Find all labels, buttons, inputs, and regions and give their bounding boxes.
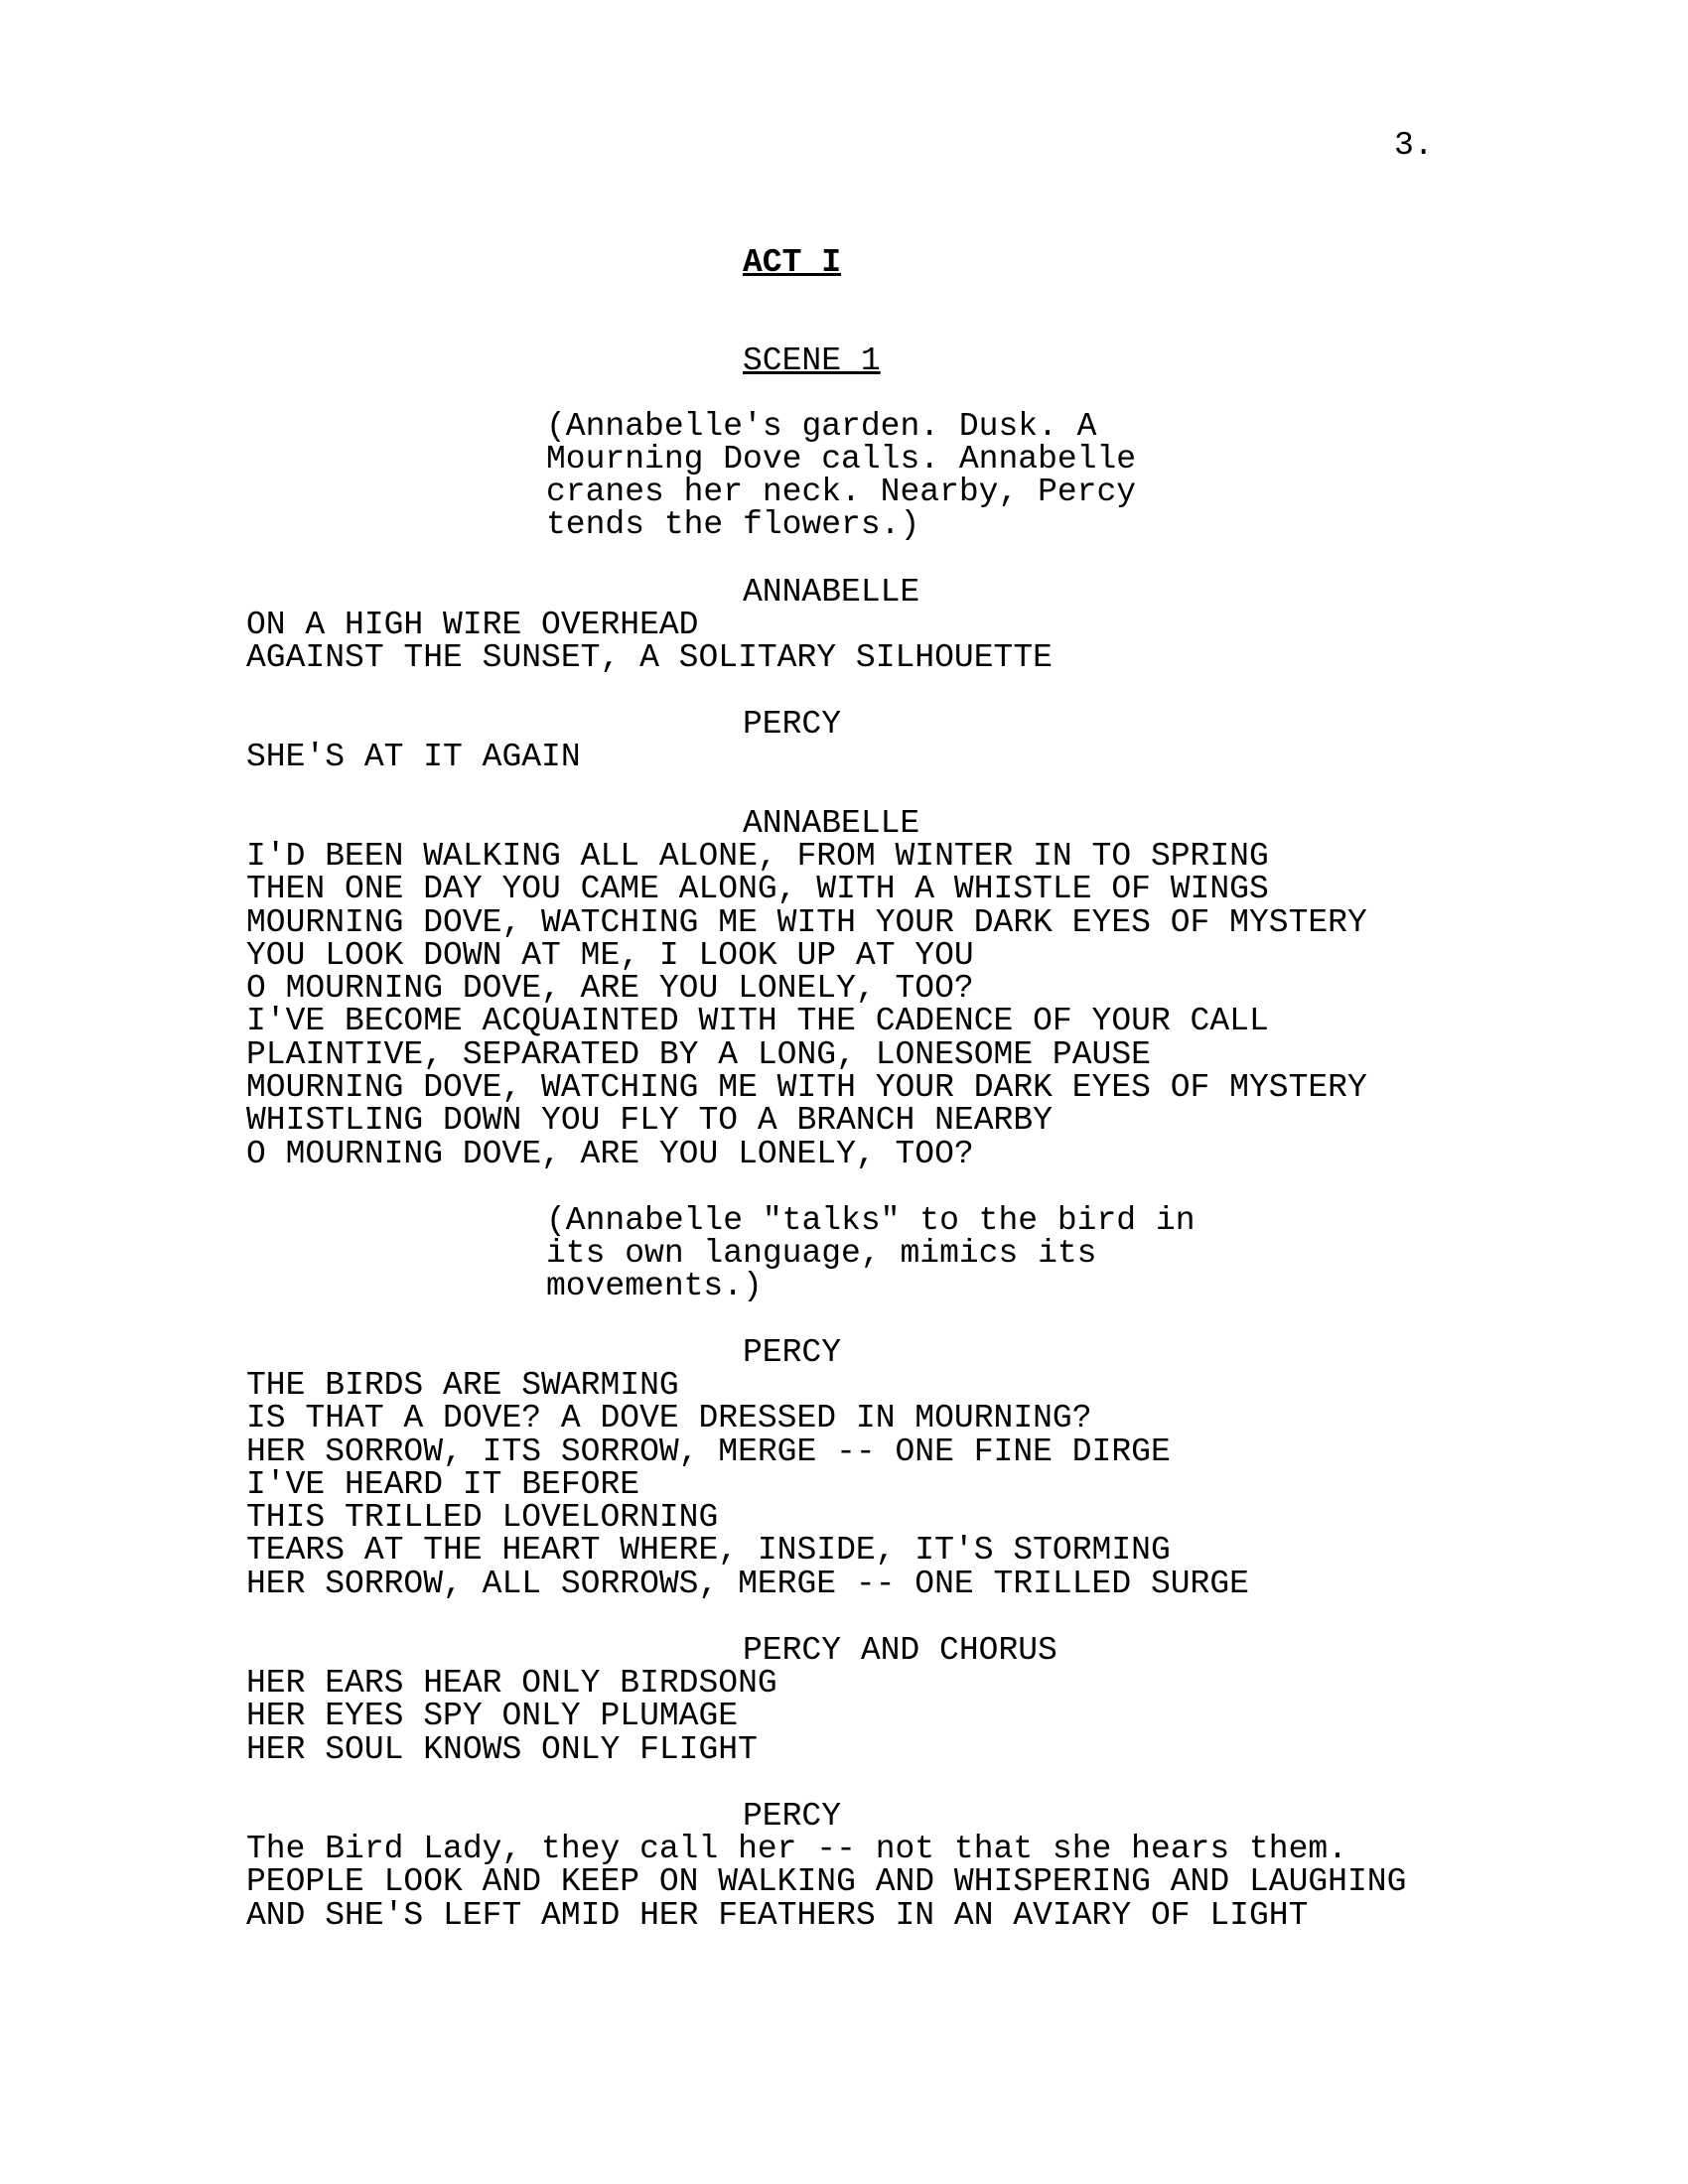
stage-direction-line: tends the flowers.) xyxy=(546,506,920,543)
dialogue-line: THEN ONE DAY YOU CAME ALONG, WITH A WHISTLE OF WINGS xyxy=(246,871,1269,908)
dialogue-block-3 xyxy=(246,840,1367,1170)
dialogue-line: HER EYES SPY ONLY PLUMAGE xyxy=(246,1698,739,1735)
dialogue-block-5 xyxy=(246,1667,777,1766)
dialogue-line: THIS TRILLED LOVELORNING xyxy=(246,1499,719,1537)
dialogue-line: WHISTLING DOWN YOU FLY TO A BRANCH NEARBY xyxy=(246,1102,1053,1140)
dialogue-line: SHE'S AT IT AGAIN xyxy=(246,739,581,775)
dialogue-line: ON A HIGH WIRE OVERHEAD xyxy=(246,607,699,643)
dialogue-line: AND SHE'S LEFT AMID HER FEATHERS IN AN AVIARY OF LIGHT xyxy=(246,1896,1309,1934)
dialogue-line: O MOURNING DOVE, ARE YOU LONELY, TOO? xyxy=(246,970,974,1008)
dialogue-block-1 xyxy=(246,609,1053,675)
scene-heading: SCENE 1 xyxy=(743,342,881,379)
stage-direction-2 xyxy=(546,1204,1196,1302)
dialogue-line: MOURNING DOVE, WATCHING ME WITH YOUR DARK EYES OF MYSTERY xyxy=(246,1069,1367,1107)
character-name-annabelle: ANNABELLE xyxy=(743,805,920,842)
dialogue-line: THE BIRDS ARE SWARMING xyxy=(246,1367,679,1404)
dialogue-line: YOU LOOK DOWN AT ME, I LOOK UP AT YOU xyxy=(246,936,974,974)
stage-direction-line: cranes her neck. Nearby, Percy xyxy=(546,474,1137,510)
dialogue-line: I'D BEEN WALKING ALL ALONE, FROM WINTER IN TO SPRING xyxy=(246,838,1269,875)
dialogue-line: O MOURNING DOVE, ARE YOU LONELY, TOO? xyxy=(246,1135,974,1172)
character-name-annabelle: ANNABELLE xyxy=(743,574,920,611)
character-name-percy-and-chorus: PERCY AND CHORUS xyxy=(743,1632,1057,1669)
stage-direction-1 xyxy=(546,410,1136,541)
dialogue-line: PEOPLE LOOK AND KEEP ON WALKING AND WHISPERING AND LAUGHING xyxy=(246,1863,1407,1901)
dialogue-line: TEARS AT THE HEART WHERE, INSIDE, IT'S STORMING xyxy=(246,1532,1171,1570)
act-heading: ACT I xyxy=(743,244,842,281)
dialogue-line: I'VE HEARD IT BEFORE xyxy=(246,1465,640,1503)
dialogue-line: The Bird Lady, they call her -- not that she hears them. xyxy=(246,1831,1347,1867)
page-number: 3. xyxy=(1394,127,1434,164)
character-name-percy: PERCY xyxy=(743,1798,842,1835)
dialogue-line: PLAINTIVE, SEPARATED BY A LONG, LONESOME PAUSE xyxy=(246,1035,1151,1073)
stage-direction-line: Mourning Dove calls. Annabelle xyxy=(546,441,1137,478)
stage-direction-line: (Annabelle's garden. Dusk. A xyxy=(546,408,1097,445)
dialogue-line: I'VE BECOME ACQUAINTED WITH THE CADENCE OF YOUR CALL xyxy=(246,1003,1269,1040)
dialogue-line: IS THAT A DOVE? A DOVE DRESSED IN MOURNING? xyxy=(246,1400,1092,1437)
character-name-percy: PERCY xyxy=(743,1334,842,1371)
dialogue-line: HER SORROW, ITS SORROW, MERGE -- ONE FINE DIRGE xyxy=(246,1433,1171,1470)
stage-direction-line: (Annabelle "talks" to the bird in xyxy=(546,1202,1196,1239)
stage-direction-line: its own language, mimics its xyxy=(546,1235,1097,1272)
dialogue-line: HER SORROW, ALL SORROWS, MERGE -- ONE TRILLED SURGE xyxy=(246,1565,1249,1602)
dialogue-line: AGAINST THE SUNSET, A SOLITARY SILHOUETTE xyxy=(246,639,1053,677)
dialogue-line: HER SOUL KNOWS ONLY FLIGHT xyxy=(246,1730,758,1768)
dialogue-line: HER EARS HEAR ONLY BIRDSONG xyxy=(246,1665,777,1702)
dialogue-line: MOURNING DOVE, WATCHING ME WITH YOUR DARK EYES OF MYSTERY xyxy=(246,903,1367,941)
dialogue-block-2 xyxy=(246,741,581,773)
character-name-percy: PERCY xyxy=(743,706,842,743)
stage-direction-line: movements.) xyxy=(546,1268,763,1304)
dialogue-block-6 xyxy=(246,1833,1406,1932)
dialogue-block-4 xyxy=(246,1369,1249,1600)
